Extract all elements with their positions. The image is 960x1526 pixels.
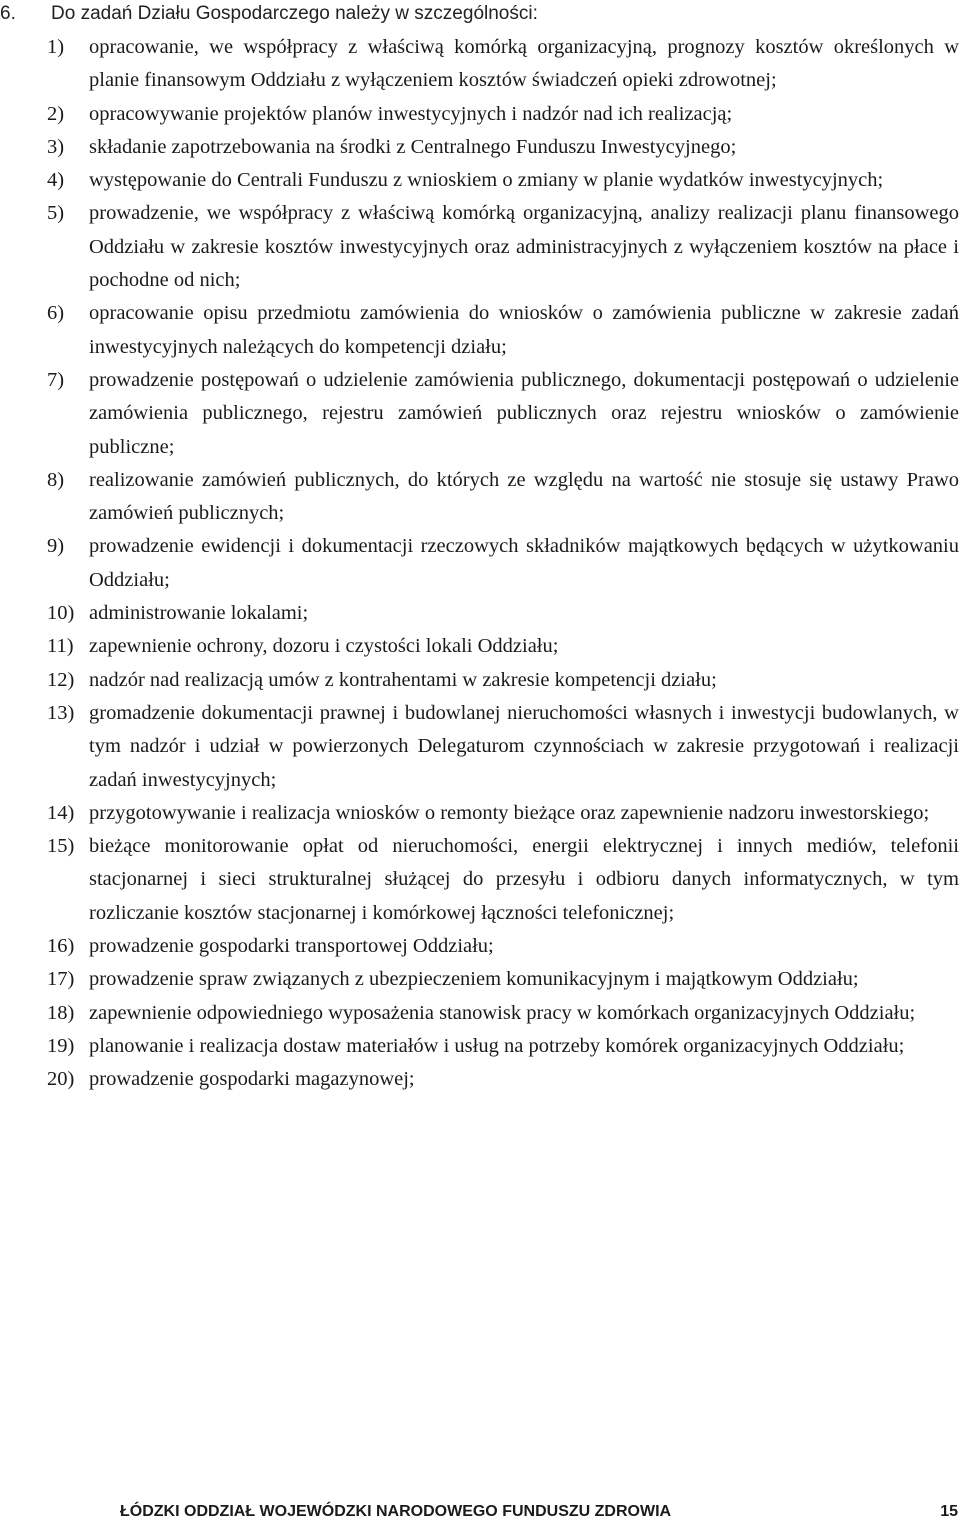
list-item-number: 3) [47,135,65,158]
list-item-number: 7) [47,368,65,391]
list-item [47,164,959,197]
list-item [47,664,959,697]
list-item-number: 17) [47,968,75,991]
list-item [47,98,959,131]
list-item-text: planowanie i realizacja dostaw materiałów i usług na potrzeby komórek organizacyjnych Oddziału; [89,1034,905,1057]
footer-organization: ŁÓDZKI ODDZIAŁ WOJEWÓDZKI NARODOWEGO FUNDUSZU ZDROWIA [120,1503,672,1520]
list-item [47,1063,959,1096]
list-item-number: 9) [47,535,65,558]
list-item-text: składanie zapotrzebowania na środki z Centralnego Funduszu Inwestycyjnego; [89,135,737,158]
list-item-text: prowadzenie gospodarki magazynowej; [89,1068,415,1091]
list-item-text: nadzór nad realizacją umów z kontrahentami w zakresie kompetencji działu; [89,668,717,691]
list-item-text: prowadzenie, we współpracy z właściwą komórką organizacyjną, analizy realizacji planu finansowego Oddziału w zakresie kosztów inwestycyjnych oraz administracyjnych z wyłączeniem kosztów na płace i pochodne od nich; [89,202,959,292]
list-item-number: 2) [47,102,65,125]
list-item [47,797,959,830]
list-item [47,464,959,531]
list-item-number: 8) [47,468,65,491]
list-item-text: prowadzenie postępowań o udzielenie zamówienia publicznego, dokumentacji postępowań o udzielenie zamówienia publicznego, rejestru zamówień publicznych oraz rejestru wniosków o zamówienie publiczne; [89,368,959,458]
list-item-text: prowadzenie gospodarki transportowej Oddziału; [89,935,494,958]
list-item [47,1030,959,1063]
task-list [47,31,959,1097]
list-item-number: 20) [47,1068,75,1091]
list-item [47,530,959,597]
page-footer [0,1500,960,1524]
list-item [47,597,959,630]
list-item-text: bieżące monitorowanie opłat od nieruchomości, energii elektrycznej i innych mediów, telefonii stacjonarnej i sieci strukturalnej służącej do przesyłu i odbioru danych informatycznych, w tym rozliczanie kosztów stacjonarnej i komórkowej łączności telefonicznej; [89,835,959,924]
list-item-number: 15) [47,835,75,858]
list-item-number: 18) [47,1001,75,1024]
list-item [47,697,959,797]
list-item-text: prowadzenie ewidencji i dokumentacji rzeczowych składników majątkowych będących w użytkowaniu Oddziału; [89,535,959,591]
list-item [47,297,959,364]
list-item-number: 11) [47,635,74,658]
list-item-text: administrowanie lokalami; [89,602,309,625]
list-item-number: 13) [47,701,75,724]
list-item-number: 6) [47,302,65,325]
list-item-number: 16) [47,935,75,958]
section-title: Do zadań Działu Gospodarczego należy w szczególności: [51,3,538,24]
list-item-text: prowadzenie spraw związanych z ubezpieczeniem komunikacyjnym i majątkowym Oddziału; [89,968,859,991]
list-item [47,963,959,996]
section-header [0,0,538,30]
list-item-number: 12) [47,668,75,691]
list-item-text: zapewnienie ochrony, dozoru i czystości lokali Oddziału; [89,635,559,658]
list-item-text: przygotowywanie i realizacja wniosków o remonty bieżące oraz zapewnienie nadzoru inwestorskiego; [89,801,930,824]
list-item [47,830,959,930]
list-item-number: 5) [47,202,65,225]
list-item-text: opracowanie opisu przedmiotu zamówienia do wniosków o zamówienia publiczne w zakresie zadań inwestycyjnych należących do kompetencji działu; [89,302,959,358]
footer-page-number: 15 [940,1503,958,1520]
list-item [47,197,959,297]
list-item [47,930,959,963]
section-number: 6. [0,3,16,24]
list-item-text: realizowanie zamówień publicznych, do których ze względu na wartość nie stosuje się ustawy Prawo zamówień publicznych; [89,468,959,525]
list-item-number: 19) [47,1034,75,1057]
list-item [47,997,959,1030]
list-item [47,131,959,164]
list-item-number: 4) [47,169,65,192]
list-item-text: występowanie do Centrali Funduszu z wnioskiem o zmiany w planie wydatków inwestycyjnych; [89,169,884,192]
list-item-number: 10) [47,602,75,625]
list-item [47,31,959,98]
list-item-text: zapewnienie odpowiedniego wyposażenia stanowisk pracy w komórkach organizacyjnych Oddziału; [89,1001,916,1024]
list-item [47,364,959,464]
list-item-text: opracowywanie projektów planów inwestycyjnych i nadzór nad ich realizacją; [89,102,733,125]
list-item-text: opracowanie, we współpracy z właściwą komórką organizacyjną, prognozy kosztów określonych w planie finansowym Oddziału z wyłączeniem kosztów świadczeń opieki zdrowotnej; [89,36,959,92]
list-item-number: 1) [47,36,65,58]
list-item [47,630,959,663]
list-item-number: 14) [47,801,75,824]
list-item-text: gromadzenie dokumentacji prawnej i budowlanej nieruchomości własnych i inwestycji budowlanych, w tym nadzór i udział w powierzonych Delegaturom czynnościach w zakresie przygotowań i realizacji zadań inwestycyjnych; [89,701,959,791]
